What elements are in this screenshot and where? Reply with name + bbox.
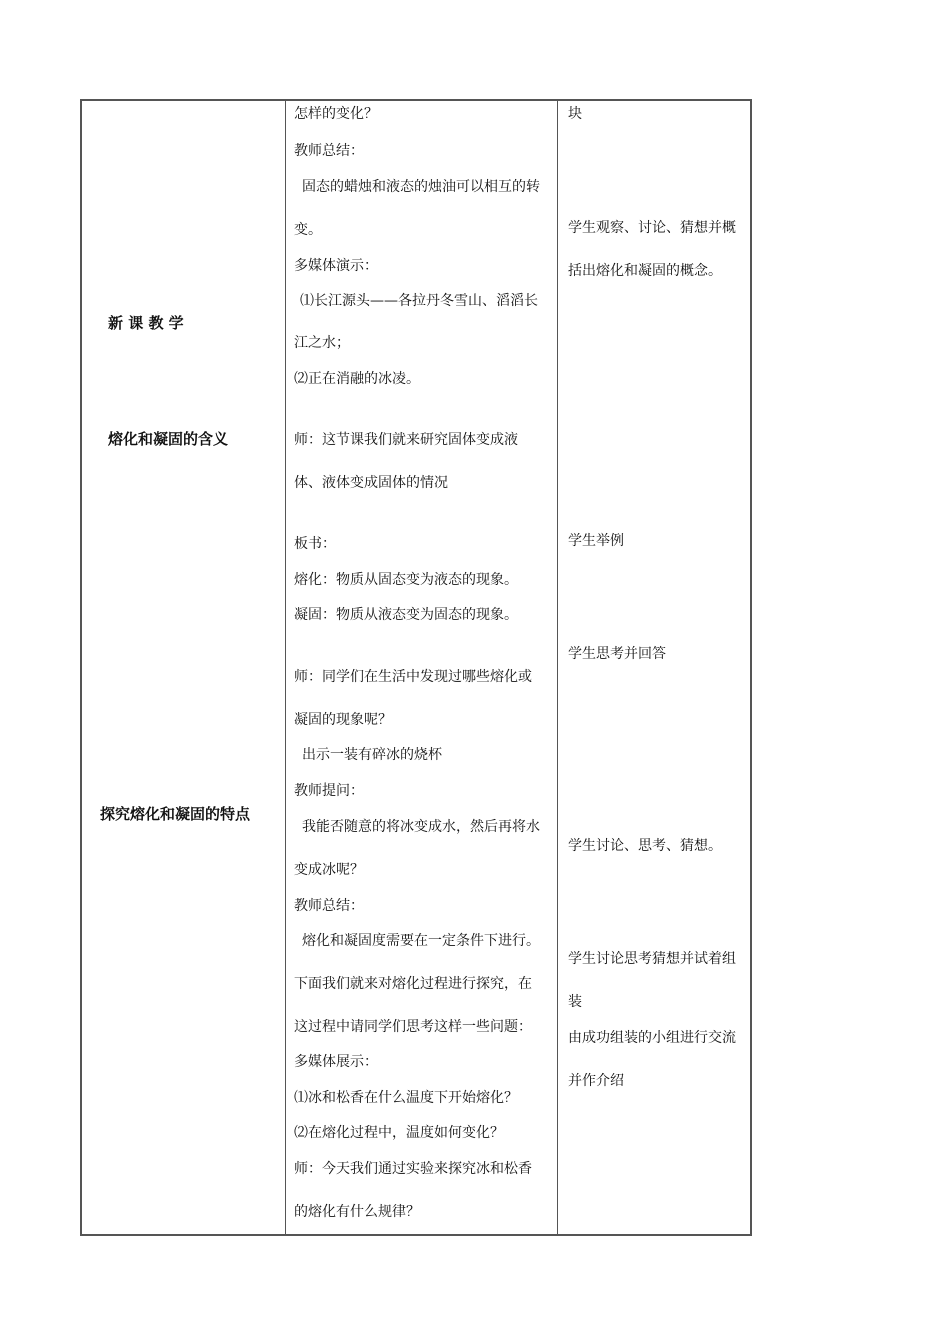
text-line: 师：同学们在生活中发现过哪些熔化或: [294, 669, 532, 685]
heading-melting-meaning: 熔化和凝固的含义: [108, 430, 229, 448]
text-line: 师：今天我们通过实验来探究冰和松香: [294, 1161, 532, 1177]
text-line: 凝固的现象呢？: [294, 712, 392, 728]
text-line: 并作介绍: [568, 1073, 624, 1089]
text-line: 板书：: [294, 536, 336, 552]
student-activity-column: [559, 101, 752, 1234]
text-line: 下面我们就来对熔化过程进行探究，在: [294, 976, 532, 992]
text-line: 括出熔化和凝固的概念。: [568, 263, 722, 279]
teacher-activity-column: [287, 101, 555, 1234]
heading-new-lesson: 新 课 教 学: [108, 314, 184, 332]
text-line: 学生讨论思考猜想并试着组: [568, 951, 736, 967]
lesson-table: [80, 99, 752, 1236]
text-line: 教师总结：: [294, 143, 364, 159]
text-line: 教师提问：: [294, 783, 364, 799]
text-line: 学生观察、讨论、猜想并概: [568, 220, 736, 236]
text-line: ⑵正在消融的冰凌。: [294, 371, 420, 387]
text-line: 教师总结：: [294, 898, 364, 914]
text-line: 熔化：物质从固态变为液态的现象。: [294, 572, 518, 588]
text-line: 怎样的变化？: [294, 106, 378, 122]
section-column: [82, 101, 285, 1234]
text-line: 出示一装有碎冰的烧杯: [302, 747, 442, 763]
heading-explore-features: 探究熔化和凝固的特点: [100, 805, 251, 823]
text-line: 熔化和凝固度需要在一定条件下进行。: [302, 933, 540, 949]
text-line: 装: [568, 994, 582, 1010]
text-line: 多媒体展示：: [294, 1054, 378, 1070]
text-line: 师：这节课我们就来研究固体变成液: [294, 432, 518, 448]
text-line: ⑵在熔化过程中，温度如何变化？: [294, 1125, 504, 1141]
column-divider-1: [285, 101, 286, 1234]
text-line: ⑴冰和松香在什么温度下开始熔化？: [294, 1090, 518, 1106]
text-line: 的熔化有什么规律？: [294, 1204, 420, 1220]
text-line: 变。: [294, 222, 322, 238]
text-line: ⑴长江源头——各拉丹冬雪山、滔滔长: [300, 293, 538, 309]
text-line: 江之水；: [294, 335, 350, 351]
text-line: 变成冰呢？: [294, 862, 364, 878]
column-divider-2: [557, 101, 558, 1234]
text-line: 学生讨论、思考、猜想。: [568, 838, 722, 854]
text-line: 块: [568, 106, 582, 122]
text-line: 学生举例: [568, 533, 624, 549]
text-line: 这过程中请同学们思考这样一些问题：: [294, 1019, 532, 1035]
text-line: 学生思考并回答: [568, 646, 666, 662]
text-line: 体、液体变成固体的情况: [294, 475, 448, 491]
text-line: 凝固：物质从液态变为固态的现象。: [294, 607, 518, 623]
text-line: 由成功组装的小组进行交流: [568, 1030, 736, 1046]
text-line: 多媒体演示：: [294, 258, 378, 274]
text-line: 我能否随意的将冰变成水，然后再将水: [302, 819, 540, 835]
text-line: 固态的蜡烛和液态的烛油可以相互的转: [302, 179, 540, 195]
